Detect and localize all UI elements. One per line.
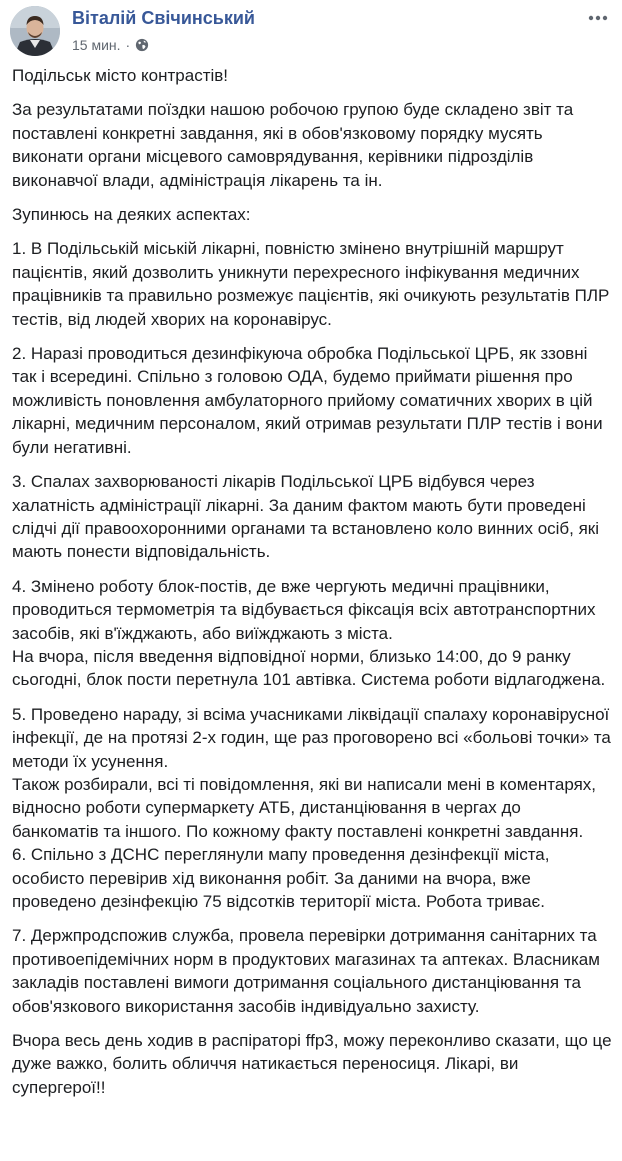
avatar-photo xyxy=(10,6,60,56)
paragraph: Зупинюсь на деяких аспектах: xyxy=(12,205,251,225)
post-header xyxy=(10,6,612,58)
post-time[interactable]: 15 мин. xyxy=(72,37,121,53)
paragraph: Вчора весь день ходив в распіраторі ffp3, можу переконливо сказати, що це дуже важко, болить обличчя натикається переносиця. Лікарі, ви супергерої!! xyxy=(12,1031,612,1097)
paragraph: Подільськ місто контрастів! xyxy=(12,66,229,85)
paragraph: 1. В Подільській міській лікарні, повністю змінено внутрішній маршрут пацієнтів, який дозволить уникнути перехресного інфікування медичних працівників та правильно розмежує пацієнтів, які очикують результатів ПЛР тестів, від людей хворих на коронавірус. xyxy=(12,239,610,329)
meta-separator: · xyxy=(125,37,131,53)
avatar[interactable] xyxy=(10,6,60,56)
post-body xyxy=(12,64,612,1110)
paragraph: 3. Спалах захворюваності лікарів Подільської ЦРБ відбувся через халатність адміністрації лікарні. За даним фактом мають бути проведені слідчі дії правоохоронними органами та встановлено коло винних осіб, які мають понести відповідальність. xyxy=(12,472,600,562)
paragraph: 5. Проведено нараду, зі всіма учасниками ліквідації спалаху коронавірусної інфекції, де на протязі 2-х годин, ще раз проговорено всі «больові точки» та методи їх усунення. Також розбирали, всі ті повідомлення, які ви написали мені в коментарях, відносно роботи супермаркету АТБ, дистанціювання в чергах до банкоматів та іншого. По кожному факту поставлені конкретні завдання. 6. Спільно з ДСНС переглянули мапу проведення дезінфекції міста, особисто перевірив хід виконання робіт. За даними на вчора, вже проведено дезінфекцію 75 відсотків території міста. Робота триває. xyxy=(12,704,611,911)
author-name[interactable]: Віталій Свічинський xyxy=(72,8,255,28)
paragraph: 2. Наразі проводиться дезинфікуюча обробка Подільської ЦРБ, як ззовні так і всередині. Спільно з головою ОДА, будемо приймати рішення про можливість поновлення амбулаторного прийому соматичних хворих в цій лікарні, медичним персоналом, який отримав результати ПЛР тестів і вони були негативні. xyxy=(12,344,603,457)
globe-icon[interactable] xyxy=(135,38,149,52)
paragraph: За результатами поїздки нашою робочою групою буде складено звіт та поставлені конкретні завдання, які в обов'язковому порядку мусять виконати органи місцевого самоврядування, керівники підрозділів виконавчої влади, адміністрація лікарень та ін. xyxy=(12,100,574,190)
post-meta xyxy=(72,37,149,53)
more-dots-icon[interactable] xyxy=(586,10,610,26)
paragraph: 4. Змінено роботу блок-постів, де вже чергують медичні працівники, проводиться термометрія та відбувається фіксація всіх автотранспортних засобів, які в'їжджають, або виїжджають з міста. На вчора, після введення відповідної норми, близько 14:00, до 9 ранку сьогодні, блок пости перетнула 101 автівка. Система роботи відлагоджена. xyxy=(12,576,606,690)
paragraph: 7. Держпродспожив служба, провела перевірки дотримання санітарних та противоепідемічних норм в продуктових магазинах та аптеках. Власникам закладів поставлені вимоги дотримання соціального дистанціювання та обов'язкового використання засобів індивідуально захисту. xyxy=(12,926,600,1016)
